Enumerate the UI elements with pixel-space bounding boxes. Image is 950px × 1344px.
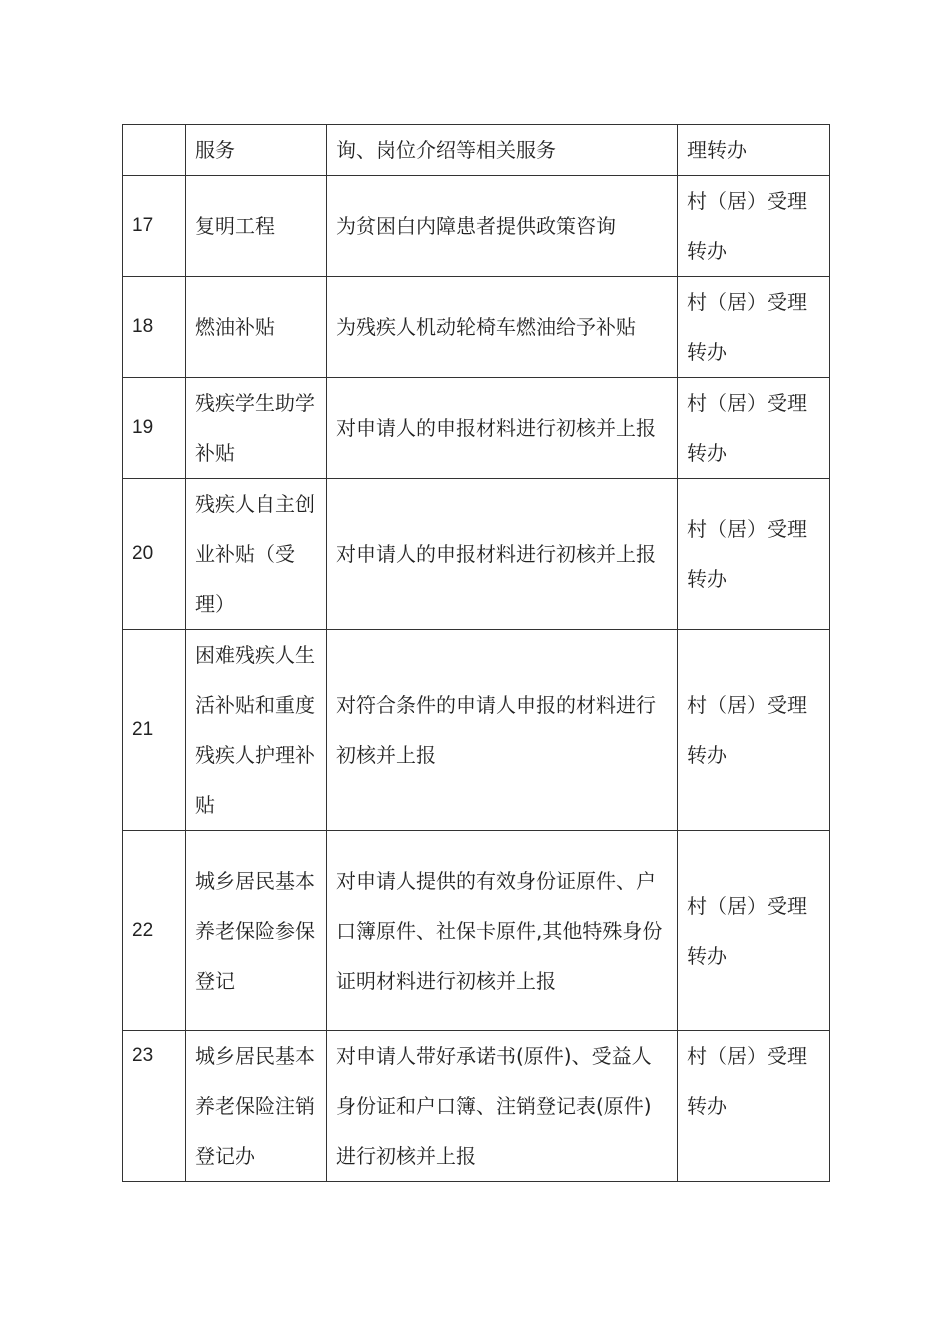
service-table	[122, 124, 830, 1182]
service-name: 城乡居民基本养老保险参保登记	[186, 831, 327, 1031]
handling-method: 村（居）受理转办	[678, 176, 830, 277]
service-content: 为残疾人机动轮椅车燃油给予补贴	[327, 277, 678, 378]
row-number: 20	[123, 479, 186, 630]
handling-method: 村（居）受理转办	[678, 1031, 830, 1182]
row-number: 19	[123, 378, 186, 479]
table-row-continuation	[123, 125, 830, 176]
service-content: 询、岗位介绍等相关服务	[327, 125, 678, 176]
row-number: 22	[123, 831, 186, 1031]
row-number: 21	[123, 630, 186, 831]
service-name: 服务	[186, 125, 327, 176]
table-row	[123, 277, 830, 378]
handling-method: 村（居）受理转办	[678, 378, 830, 479]
table-row	[123, 176, 830, 277]
service-name: 城乡居民基本养老保险注销登记办	[186, 1031, 327, 1182]
handling-method: 理转办	[678, 125, 830, 176]
service-name: 残疾学生助学补贴	[186, 378, 327, 479]
row-number	[123, 125, 186, 176]
handling-method: 村（居）受理转办	[678, 831, 830, 1031]
handling-method: 村（居）受理转办	[678, 630, 830, 831]
service-name: 残疾人自主创业补贴（受理）	[186, 479, 327, 630]
handling-method: 村（居）受理转办	[678, 277, 830, 378]
service-content: 对申请人的申报材料进行初核并上报	[327, 479, 678, 630]
table-row	[123, 479, 830, 630]
handling-method: 村（居）受理转办	[678, 479, 830, 630]
service-content: 对符合条件的申请人申报的材料进行初核并上报	[327, 630, 678, 831]
service-name: 燃油补贴	[186, 277, 327, 378]
table-row	[123, 1031, 830, 1182]
table-row	[123, 630, 830, 831]
service-content: 对申请人提供的有效身份证原件、户口簿原件、社保卡原件,其他特殊身份证明材料进行初核并上报	[327, 831, 678, 1031]
table-row	[123, 378, 830, 479]
service-name: 复明工程	[186, 176, 327, 277]
row-number: 17	[123, 176, 186, 277]
row-number: 23	[123, 1031, 186, 1182]
service-content: 对申请人带好承诺书(原件)、受益人身份证和户口簿、注销登记表(原件)进行初核并上报	[327, 1031, 678, 1182]
row-number: 18	[123, 277, 186, 378]
service-content: 为贫困白内障患者提供政策咨询	[327, 176, 678, 277]
service-content: 对申请人的申报材料进行初核并上报	[327, 378, 678, 479]
service-name: 困难残疾人生活补贴和重度残疾人护理补贴	[186, 630, 327, 831]
table-row	[123, 831, 830, 1031]
